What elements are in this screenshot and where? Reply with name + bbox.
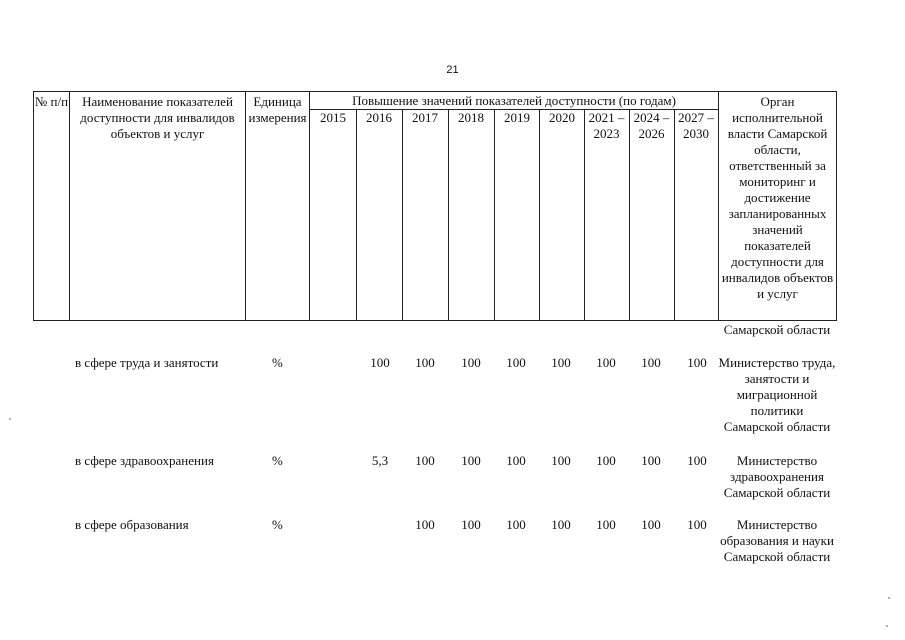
value-2018: 100 <box>461 453 481 468</box>
year-2020: 2020 <box>549 110 575 125</box>
value-2020: 100 <box>551 453 571 468</box>
row-label: в сфере здравоохранения <box>75 453 214 468</box>
scan-speck <box>9 418 11 420</box>
col-divider <box>494 110 495 320</box>
year-2018: 2018 <box>458 110 484 125</box>
col-divider <box>245 92 246 320</box>
year-2017: 2017 <box>412 110 438 125</box>
value-2019: 100 <box>506 355 526 370</box>
org-name-continuation: Самарской области <box>723 322 831 337</box>
row-label: в сфере труда и занятости <box>75 355 219 370</box>
value-2016: 100 <box>370 355 390 370</box>
row-unit: % <box>272 517 283 532</box>
value-2020: 100 <box>551 517 571 532</box>
org-name: Министерство здравоохранения <box>730 453 824 484</box>
year-2019: 2019 <box>504 110 530 125</box>
value-2017: 100 <box>415 453 435 468</box>
value-2019: 100 <box>506 517 526 532</box>
row-unit: % <box>272 453 283 468</box>
value-2024-2026: 100 <box>641 453 661 468</box>
value-2024-2026: 100 <box>641 517 661 532</box>
header-col-unit: Единица измерения <box>248 94 307 125</box>
org-name: Министерство труда, занятости и миграционной политики <box>718 355 836 418</box>
value-2019: 100 <box>506 453 526 468</box>
year-2024-2026: 2024 – 2026 <box>633 110 670 141</box>
value-2017: 100 <box>415 355 435 370</box>
value-2020: 100 <box>551 355 571 370</box>
header-col-name: Наименование показателей доступности для инвалидов объектов и услуг <box>80 94 235 141</box>
row-unit: % <box>272 355 283 370</box>
value-2021-2023: 100 <box>596 517 616 532</box>
col-divider <box>356 110 357 320</box>
org-name: Министерство образования и науки Самарской области <box>720 517 834 564</box>
value-2018: 100 <box>461 517 481 532</box>
col-divider <box>402 110 403 320</box>
page-number: 21 <box>446 64 459 76</box>
table-header <box>33 91 837 321</box>
value-2027-2030: 100 <box>687 517 707 532</box>
header-col-no: № п/п <box>34 94 69 109</box>
value-2021-2023: 100 <box>596 453 616 468</box>
col-divider <box>448 110 449 320</box>
scan-speck <box>888 597 890 599</box>
year-2015: 2015 <box>320 110 346 125</box>
col-divider <box>309 92 310 320</box>
value-2021-2023: 100 <box>596 355 616 370</box>
org-name-continuation: Самарской области <box>723 419 831 434</box>
header-col-org: Орган исполнительной власти Самарской области, ответственный за мониторинг и достижение запланированных значений показателей доступности для инвалидов объектов и услуг <box>721 94 834 301</box>
col-divider <box>539 110 540 320</box>
header-col-group: Повышение значений показателей доступности (по годам) <box>352 93 676 108</box>
value-2027-2030: 100 <box>687 355 707 370</box>
value-2027-2030: 100 <box>687 453 707 468</box>
value-2018: 100 <box>461 355 481 370</box>
year-2027-2030: 2027 – 2030 <box>678 110 714 141</box>
year-2016: 2016 <box>366 110 392 125</box>
year-2021-2023: 2021 – 2023 <box>588 110 625 141</box>
scan-speck <box>886 625 888 627</box>
org-name-continuation: Самарской области <box>723 485 831 500</box>
value-2016: 5,3 <box>371 453 389 468</box>
value-2017: 100 <box>415 517 435 532</box>
value-2024-2026: 100 <box>641 355 661 370</box>
row-label: в сфере образования <box>75 517 189 532</box>
